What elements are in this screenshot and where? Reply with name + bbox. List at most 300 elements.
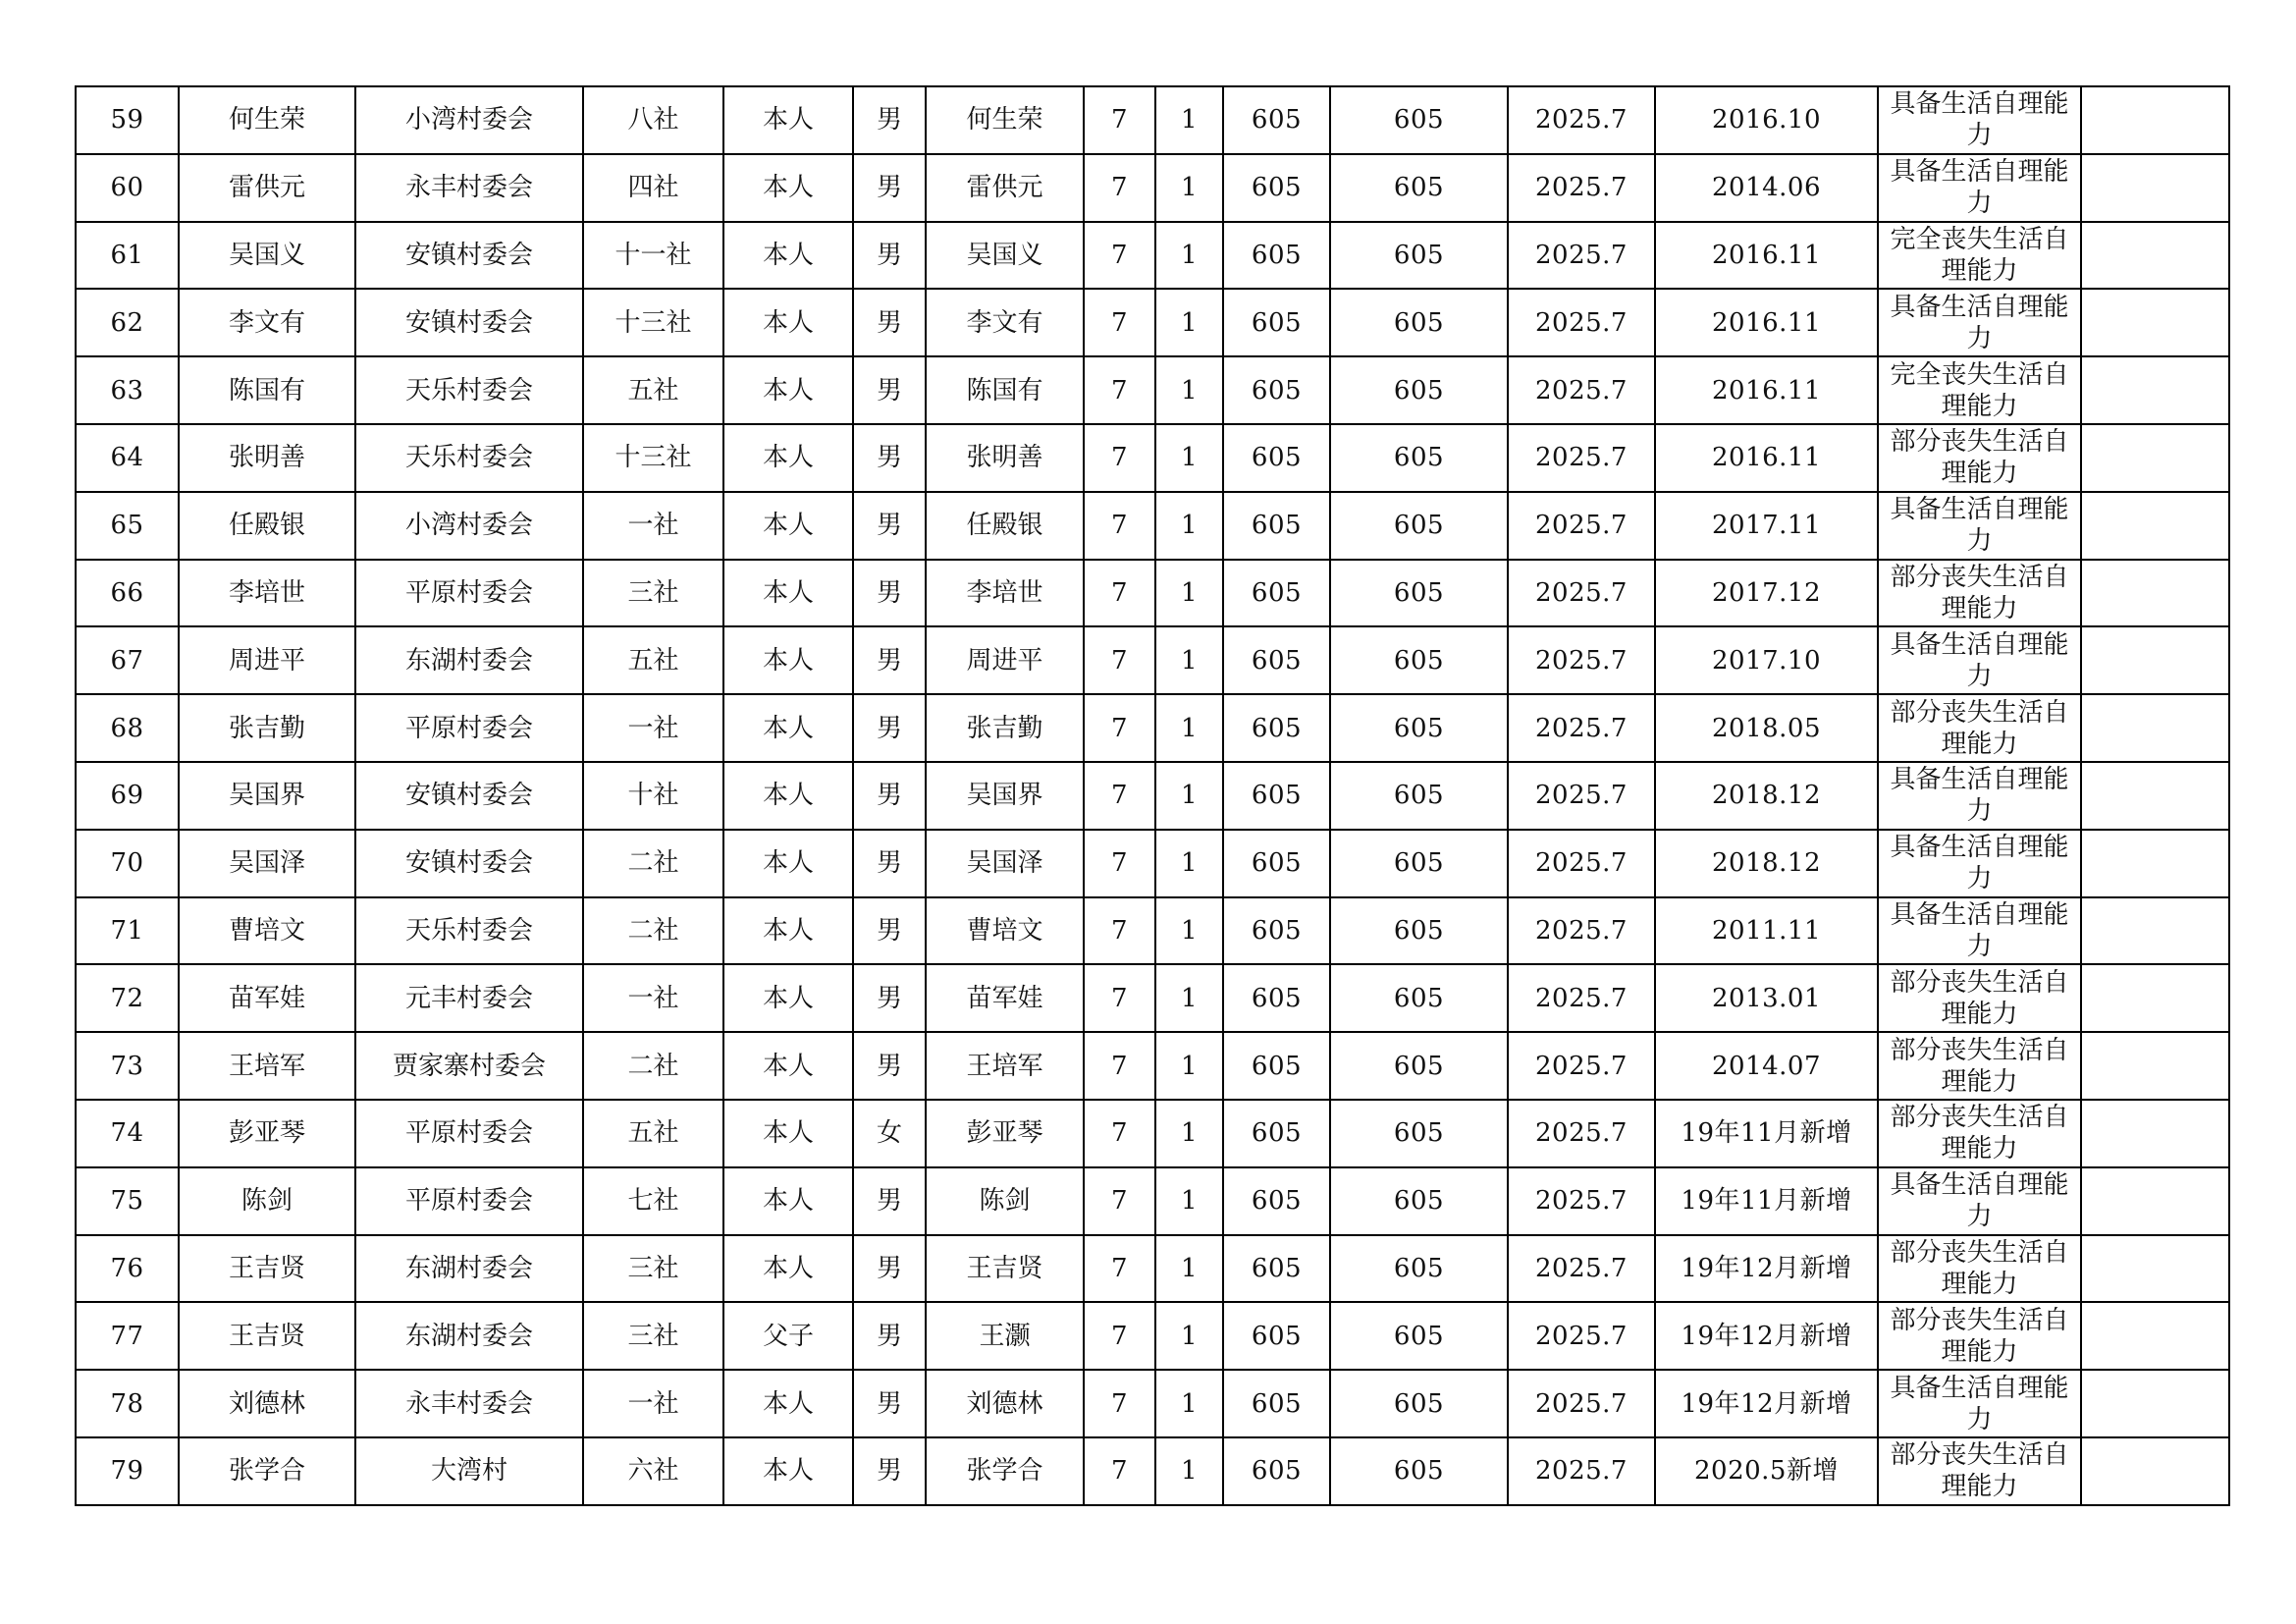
head-of-household-cell: 王吉贤 (179, 1302, 355, 1370)
persons-cell: 1 (1155, 1370, 1223, 1437)
self-care-status-cell: 完全丧失生活自理能力 (1878, 356, 2081, 424)
enrollment-date-cell: 2017.10 (1655, 626, 1878, 694)
standard-amount-cell: 605 (1223, 830, 1330, 897)
village-committee-cell: 平原村委会 (355, 1100, 583, 1167)
count-cell: 7 (1084, 1302, 1155, 1370)
standard-amount-cell: 605 (1223, 897, 1330, 965)
village-committee-cell: 天乐村委会 (355, 424, 583, 492)
remark-cell (2081, 222, 2229, 290)
enrollment-date-cell: 2016.10 (1655, 86, 1878, 154)
head-of-household-cell: 何生荣 (179, 86, 355, 154)
self-care-status-cell: 具备生活自理能力 (1878, 289, 2081, 356)
standard-amount-cell: 605 (1223, 1370, 1330, 1437)
village-committee-cell: 东湖村委会 (355, 626, 583, 694)
self-care-status-cell: 具备生活自理能力 (1878, 1167, 2081, 1235)
member-name-cell: 李文有 (926, 289, 1084, 356)
village-committee-cell: 永丰村委会 (355, 154, 583, 222)
persons-cell: 1 (1155, 154, 1223, 222)
persons-cell: 1 (1155, 560, 1223, 627)
self-care-status-cell: 具备生活自理能力 (1878, 897, 2081, 965)
enrollment-date-cell: 19年11月新增 (1655, 1100, 1878, 1167)
village-group-cell: 十社 (583, 762, 723, 830)
table-row (76, 897, 2229, 965)
village-group-cell: 五社 (583, 626, 723, 694)
village-committee-cell: 安镇村委会 (355, 289, 583, 356)
member-name-cell: 王吉贤 (926, 1235, 1084, 1303)
persons-cell: 1 (1155, 1032, 1223, 1100)
payment-date-cell: 2025.7 (1508, 492, 1655, 560)
payment-amount-cell: 605 (1330, 1235, 1508, 1303)
persons-cell: 1 (1155, 897, 1223, 965)
persons-cell: 1 (1155, 1167, 1223, 1235)
payment-date-cell: 2025.7 (1508, 86, 1655, 154)
relationship-cell: 本人 (723, 1370, 853, 1437)
member-name-cell: 彭亚琴 (926, 1100, 1084, 1167)
member-name-cell: 张吉勤 (926, 694, 1084, 762)
recipient-table (75, 85, 2230, 1506)
table-row (76, 762, 2229, 830)
head-of-household-cell: 任殿银 (179, 492, 355, 560)
enrollment-date-cell: 2017.12 (1655, 560, 1878, 627)
village-group-cell: 十一社 (583, 222, 723, 290)
head-of-household-cell: 王培军 (179, 1032, 355, 1100)
payment-amount-cell: 605 (1330, 424, 1508, 492)
gender-cell: 男 (853, 424, 926, 492)
count-cell: 7 (1084, 1437, 1155, 1505)
enrollment-date-cell: 2016.11 (1655, 356, 1878, 424)
village-committee-cell: 天乐村委会 (355, 356, 583, 424)
head-of-household-cell: 王吉贤 (179, 1235, 355, 1303)
enrollment-date-cell: 2020.5新增 (1655, 1437, 1878, 1505)
count-cell: 7 (1084, 897, 1155, 965)
remark-cell (2081, 289, 2229, 356)
head-of-household-cell: 曹培文 (179, 897, 355, 965)
gender-cell: 男 (853, 1370, 926, 1437)
member-name-cell: 张明善 (926, 424, 1084, 492)
row-number-cell: 64 (76, 424, 179, 492)
gender-cell: 男 (853, 762, 926, 830)
count-cell: 7 (1084, 694, 1155, 762)
payment-date-cell: 2025.7 (1508, 1370, 1655, 1437)
standard-amount-cell: 605 (1223, 356, 1330, 424)
enrollment-date-cell: 19年12月新增 (1655, 1370, 1878, 1437)
remark-cell (2081, 1100, 2229, 1167)
village-committee-cell: 东湖村委会 (355, 1302, 583, 1370)
table-row (76, 560, 2229, 627)
village-group-cell: 三社 (583, 1302, 723, 1370)
head-of-household-cell: 李文有 (179, 289, 355, 356)
head-of-household-cell: 周进平 (179, 626, 355, 694)
row-number-cell: 69 (76, 762, 179, 830)
standard-amount-cell: 605 (1223, 1032, 1330, 1100)
village-committee-cell: 平原村委会 (355, 560, 583, 627)
self-care-status-cell: 部分丧失生活自理能力 (1878, 424, 2081, 492)
payment-date-cell: 2025.7 (1508, 1437, 1655, 1505)
relationship-cell: 本人 (723, 1167, 853, 1235)
relationship-cell: 本人 (723, 762, 853, 830)
standard-amount-cell: 605 (1223, 762, 1330, 830)
self-care-status-cell: 具备生活自理能力 (1878, 830, 2081, 897)
enrollment-date-cell: 2016.11 (1655, 424, 1878, 492)
village-group-cell: 十三社 (583, 424, 723, 492)
gender-cell: 男 (853, 626, 926, 694)
village-group-cell: 三社 (583, 1235, 723, 1303)
enrollment-date-cell: 2014.07 (1655, 1032, 1878, 1100)
persons-cell: 1 (1155, 626, 1223, 694)
persons-cell: 1 (1155, 694, 1223, 762)
count-cell: 7 (1084, 1370, 1155, 1437)
standard-amount-cell: 605 (1223, 1167, 1330, 1235)
enrollment-date-cell: 2014.06 (1655, 154, 1878, 222)
count-cell: 7 (1084, 1100, 1155, 1167)
remark-cell (2081, 964, 2229, 1032)
payment-date-cell: 2025.7 (1508, 964, 1655, 1032)
head-of-household-cell: 陈国有 (179, 356, 355, 424)
table-row (76, 626, 2229, 694)
village-group-cell: 二社 (583, 830, 723, 897)
standard-amount-cell: 605 (1223, 560, 1330, 627)
persons-cell: 1 (1155, 964, 1223, 1032)
remark-cell (2081, 424, 2229, 492)
gender-cell: 男 (853, 356, 926, 424)
remark-cell (2081, 86, 2229, 154)
persons-cell: 1 (1155, 1235, 1223, 1303)
head-of-household-cell: 张吉勤 (179, 694, 355, 762)
member-name-cell: 吴国界 (926, 762, 1084, 830)
standard-amount-cell: 605 (1223, 154, 1330, 222)
relationship-cell: 本人 (723, 424, 853, 492)
enrollment-date-cell: 2016.11 (1655, 222, 1878, 290)
standard-amount-cell: 605 (1223, 492, 1330, 560)
village-group-cell: 三社 (583, 560, 723, 627)
count-cell: 7 (1084, 1167, 1155, 1235)
village-committee-cell: 大湾村 (355, 1437, 583, 1505)
persons-cell: 1 (1155, 492, 1223, 560)
table-row (76, 356, 2229, 424)
relationship-cell: 本人 (723, 964, 853, 1032)
count-cell: 7 (1084, 964, 1155, 1032)
gender-cell: 女 (853, 1100, 926, 1167)
remark-cell (2081, 830, 2229, 897)
remark-cell (2081, 694, 2229, 762)
standard-amount-cell: 605 (1223, 1100, 1330, 1167)
village-group-cell: 十三社 (583, 289, 723, 356)
self-care-status-cell: 部分丧失生活自理能力 (1878, 1302, 2081, 1370)
count-cell: 7 (1084, 356, 1155, 424)
payment-amount-cell: 605 (1330, 356, 1508, 424)
payment-amount-cell: 605 (1330, 762, 1508, 830)
table-row (76, 1370, 2229, 1437)
gender-cell: 男 (853, 560, 926, 627)
village-group-cell: 一社 (583, 1370, 723, 1437)
row-number-cell: 70 (76, 830, 179, 897)
enrollment-date-cell: 2018.12 (1655, 762, 1878, 830)
persons-cell: 1 (1155, 222, 1223, 290)
self-care-status-cell: 部分丧失生活自理能力 (1878, 964, 2081, 1032)
persons-cell: 1 (1155, 1302, 1223, 1370)
enrollment-date-cell: 2017.11 (1655, 492, 1878, 560)
count-cell: 7 (1084, 424, 1155, 492)
remark-cell (2081, 897, 2229, 965)
remark-cell (2081, 1437, 2229, 1505)
village-group-cell: 七社 (583, 1167, 723, 1235)
relationship-cell: 本人 (723, 897, 853, 965)
payment-date-cell: 2025.7 (1508, 154, 1655, 222)
relationship-cell: 本人 (723, 830, 853, 897)
member-name-cell: 王培军 (926, 1032, 1084, 1100)
persons-cell: 1 (1155, 86, 1223, 154)
payment-date-cell: 2025.7 (1508, 626, 1655, 694)
count-cell: 7 (1084, 222, 1155, 290)
village-group-cell: 二社 (583, 897, 723, 965)
self-care-status-cell: 具备生活自理能力 (1878, 154, 2081, 222)
relationship-cell: 本人 (723, 289, 853, 356)
enrollment-date-cell: 2018.12 (1655, 830, 1878, 897)
self-care-status-cell: 部分丧失生活自理能力 (1878, 560, 2081, 627)
relationship-cell: 本人 (723, 626, 853, 694)
village-committee-cell: 永丰村委会 (355, 1370, 583, 1437)
standard-amount-cell: 605 (1223, 694, 1330, 762)
gender-cell: 男 (853, 289, 926, 356)
gender-cell: 男 (853, 1437, 926, 1505)
table-row (76, 289, 2229, 356)
self-care-status-cell: 部分丧失生活自理能力 (1878, 1100, 2081, 1167)
persons-cell: 1 (1155, 289, 1223, 356)
table-row (76, 1302, 2229, 1370)
village-committee-cell: 天乐村委会 (355, 897, 583, 965)
remark-cell (2081, 1370, 2229, 1437)
enrollment-date-cell: 2011.11 (1655, 897, 1878, 965)
self-care-status-cell: 具备生活自理能力 (1878, 626, 2081, 694)
remark-cell (2081, 1302, 2229, 1370)
remark-cell (2081, 356, 2229, 424)
payment-amount-cell: 605 (1330, 1100, 1508, 1167)
village-group-cell: 五社 (583, 1100, 723, 1167)
count-cell: 7 (1084, 289, 1155, 356)
head-of-household-cell: 吴国义 (179, 222, 355, 290)
row-number-cell: 68 (76, 694, 179, 762)
row-number-cell: 79 (76, 1437, 179, 1505)
remark-cell (2081, 626, 2229, 694)
member-name-cell: 刘德林 (926, 1370, 1084, 1437)
head-of-household-cell: 张明善 (179, 424, 355, 492)
row-number-cell: 66 (76, 560, 179, 627)
gender-cell: 男 (853, 830, 926, 897)
table-row (76, 1235, 2229, 1303)
gender-cell: 男 (853, 86, 926, 154)
count-cell: 7 (1084, 830, 1155, 897)
standard-amount-cell: 605 (1223, 86, 1330, 154)
payment-amount-cell: 605 (1330, 492, 1508, 560)
village-committee-cell: 安镇村委会 (355, 222, 583, 290)
row-number-cell: 74 (76, 1100, 179, 1167)
member-name-cell: 雷供元 (926, 154, 1084, 222)
relationship-cell: 本人 (723, 86, 853, 154)
gender-cell: 男 (853, 1167, 926, 1235)
head-of-household-cell: 吴国泽 (179, 830, 355, 897)
village-group-cell: 五社 (583, 356, 723, 424)
row-number-cell: 72 (76, 964, 179, 1032)
gender-cell: 男 (853, 1235, 926, 1303)
standard-amount-cell: 605 (1223, 424, 1330, 492)
remark-cell (2081, 1167, 2229, 1235)
table-row (76, 1032, 2229, 1100)
self-care-status-cell: 部分丧失生活自理能力 (1878, 1235, 2081, 1303)
remark-cell (2081, 154, 2229, 222)
standard-amount-cell: 605 (1223, 964, 1330, 1032)
village-group-cell: 八社 (583, 86, 723, 154)
payment-date-cell: 2025.7 (1508, 356, 1655, 424)
table-row (76, 154, 2229, 222)
count-cell: 7 (1084, 1032, 1155, 1100)
payment-date-cell: 2025.7 (1508, 694, 1655, 762)
village-committee-cell: 平原村委会 (355, 1167, 583, 1235)
relationship-cell: 本人 (723, 1100, 853, 1167)
relationship-cell: 本人 (723, 222, 853, 290)
member-name-cell: 吴国泽 (926, 830, 1084, 897)
payment-date-cell: 2025.7 (1508, 1167, 1655, 1235)
member-name-cell: 何生荣 (926, 86, 1084, 154)
self-care-status-cell: 部分丧失生活自理能力 (1878, 1437, 2081, 1505)
self-care-status-cell: 具备生活自理能力 (1878, 762, 2081, 830)
count-cell: 7 (1084, 154, 1155, 222)
table-row (76, 222, 2229, 290)
member-name-cell: 苗军娃 (926, 964, 1084, 1032)
count-cell: 7 (1084, 560, 1155, 627)
gender-cell: 男 (853, 1302, 926, 1370)
member-name-cell: 吴国义 (926, 222, 1084, 290)
row-number-cell: 76 (76, 1235, 179, 1303)
row-number-cell: 59 (76, 86, 179, 154)
count-cell: 7 (1084, 86, 1155, 154)
persons-cell: 1 (1155, 1437, 1223, 1505)
payment-date-cell: 2025.7 (1508, 222, 1655, 290)
payment-amount-cell: 605 (1330, 154, 1508, 222)
payment-date-cell: 2025.7 (1508, 830, 1655, 897)
gender-cell: 男 (853, 154, 926, 222)
enrollment-date-cell: 2016.11 (1655, 289, 1878, 356)
row-number-cell: 67 (76, 626, 179, 694)
village-committee-cell: 安镇村委会 (355, 830, 583, 897)
payment-amount-cell: 605 (1330, 222, 1508, 290)
payment-amount-cell: 605 (1330, 694, 1508, 762)
standard-amount-cell: 605 (1223, 626, 1330, 694)
gender-cell: 男 (853, 694, 926, 762)
table-row (76, 424, 2229, 492)
relationship-cell: 本人 (723, 492, 853, 560)
self-care-status-cell: 具备生活自理能力 (1878, 1370, 2081, 1437)
relationship-cell: 本人 (723, 356, 853, 424)
payment-amount-cell: 605 (1330, 964, 1508, 1032)
count-cell: 7 (1084, 762, 1155, 830)
self-care-status-cell: 部分丧失生活自理能力 (1878, 694, 2081, 762)
head-of-household-cell: 雷供元 (179, 154, 355, 222)
village-group-cell: 一社 (583, 964, 723, 1032)
table-row (76, 492, 2229, 560)
payment-amount-cell: 605 (1330, 1437, 1508, 1505)
relationship-cell: 本人 (723, 1032, 853, 1100)
relationship-cell: 父子 (723, 1302, 853, 1370)
payment-date-cell: 2025.7 (1508, 424, 1655, 492)
village-committee-cell: 元丰村委会 (355, 964, 583, 1032)
payment-amount-cell: 605 (1330, 1032, 1508, 1100)
remark-cell (2081, 1235, 2229, 1303)
row-number-cell: 63 (76, 356, 179, 424)
standard-amount-cell: 605 (1223, 1437, 1330, 1505)
count-cell: 7 (1084, 492, 1155, 560)
relationship-cell: 本人 (723, 154, 853, 222)
payment-date-cell: 2025.7 (1508, 1235, 1655, 1303)
payment-date-cell: 2025.7 (1508, 289, 1655, 356)
payment-amount-cell: 605 (1330, 289, 1508, 356)
payment-date-cell: 2025.7 (1508, 762, 1655, 830)
row-number-cell: 78 (76, 1370, 179, 1437)
persons-cell: 1 (1155, 424, 1223, 492)
head-of-household-cell: 李培世 (179, 560, 355, 627)
persons-cell: 1 (1155, 762, 1223, 830)
payment-date-cell: 2025.7 (1508, 897, 1655, 965)
table-row (76, 964, 2229, 1032)
village-committee-cell: 小湾村委会 (355, 86, 583, 154)
table-row (76, 830, 2229, 897)
gender-cell: 男 (853, 964, 926, 1032)
row-number-cell: 73 (76, 1032, 179, 1100)
village-committee-cell: 贾家寨村委会 (355, 1032, 583, 1100)
row-number-cell: 65 (76, 492, 179, 560)
payment-amount-cell: 605 (1330, 560, 1508, 627)
remark-cell (2081, 560, 2229, 627)
persons-cell: 1 (1155, 1100, 1223, 1167)
self-care-status-cell: 具备生活自理能力 (1878, 492, 2081, 560)
head-of-household-cell: 吴国界 (179, 762, 355, 830)
table-row (76, 1437, 2229, 1505)
standard-amount-cell: 605 (1223, 289, 1330, 356)
table-row (76, 86, 2229, 154)
payment-amount-cell: 605 (1330, 830, 1508, 897)
gender-cell: 男 (853, 492, 926, 560)
head-of-household-cell: 陈剑 (179, 1167, 355, 1235)
self-care-status-cell: 部分丧失生活自理能力 (1878, 1032, 2081, 1100)
gender-cell: 男 (853, 222, 926, 290)
village-group-cell: 二社 (583, 1032, 723, 1100)
payment-amount-cell: 605 (1330, 897, 1508, 965)
relationship-cell: 本人 (723, 1235, 853, 1303)
persons-cell: 1 (1155, 830, 1223, 897)
row-number-cell: 77 (76, 1302, 179, 1370)
table-body (76, 86, 2229, 1505)
relationship-cell: 本人 (723, 694, 853, 762)
village-committee-cell: 平原村委会 (355, 694, 583, 762)
payment-amount-cell: 605 (1330, 1302, 1508, 1370)
payment-date-cell: 2025.7 (1508, 1032, 1655, 1100)
village-committee-cell: 小湾村委会 (355, 492, 583, 560)
payment-amount-cell: 605 (1330, 1370, 1508, 1437)
member-name-cell: 李培世 (926, 560, 1084, 627)
remark-cell (2081, 762, 2229, 830)
head-of-household-cell: 彭亚琴 (179, 1100, 355, 1167)
standard-amount-cell: 605 (1223, 1235, 1330, 1303)
row-number-cell: 62 (76, 289, 179, 356)
enrollment-date-cell: 19年11月新增 (1655, 1167, 1878, 1235)
relationship-cell: 本人 (723, 1437, 853, 1505)
gender-cell: 男 (853, 1032, 926, 1100)
head-of-household-cell: 张学合 (179, 1437, 355, 1505)
member-name-cell: 曹培文 (926, 897, 1084, 965)
enrollment-date-cell: 19年12月新增 (1655, 1235, 1878, 1303)
head-of-household-cell: 刘德林 (179, 1370, 355, 1437)
standard-amount-cell: 605 (1223, 222, 1330, 290)
village-committee-cell: 东湖村委会 (355, 1235, 583, 1303)
